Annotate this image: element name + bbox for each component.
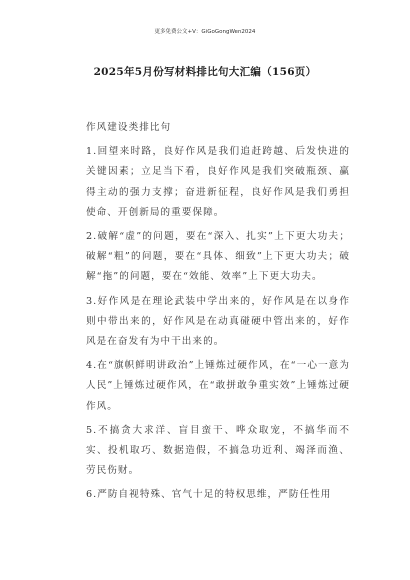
paragraph-item: 3.好作风是在理论武装中学出来的，好作风是在以身作则中带出来的，好作风是在动真碰硬中管出来的，好作风是在奋发有为中干出来的。	[86, 295, 350, 348]
paragraph-item: 5.不搞贪大求洋、盲目蛮干、哗众取宠，不搞华而不实、投机取巧、数据造假，不搞急功近利、竭泽而渔、劳民伤财。	[86, 424, 350, 477]
paragraph-item: 4.在“旗帜鲜明讲政治”上锤炼过硬作风，在“一心一意为人民”上锤炼过硬作风，在“敢拼敢争重实效”上锤炼过硬作风。	[86, 360, 350, 412]
document-body	[86, 118, 350, 510]
document-title: 2025年5月份写材料排比句大汇编（156页）	[93, 66, 317, 78]
paragraph-item: 2.破解“虚”的问题，要在“深入、扎实”上下更大功夫；破解“粗”的问题，要在“具体、细致”上下更大功夫；破解“拖”的问题，要在“效能、效率”上下更大功夫。	[86, 231, 350, 283]
header-note: 更多免费公文+V：GiGoGongWen2024	[154, 29, 256, 35]
section-heading: 作风建设类排比句	[86, 122, 172, 133]
paragraph-item: 1.回望来时路，良好作风是我们追赶跨越、后发快进的关键因素；立足当下看，良好作风是我们突破瓶颈、赢得主动的强力支撑；奋进新征程，良好作风是我们勇担使命、开创新局的重要保障。	[86, 146, 350, 218]
paragraph-item: 6.严防自视特殊、官气十足的特权思维，严防任性用	[86, 489, 332, 501]
